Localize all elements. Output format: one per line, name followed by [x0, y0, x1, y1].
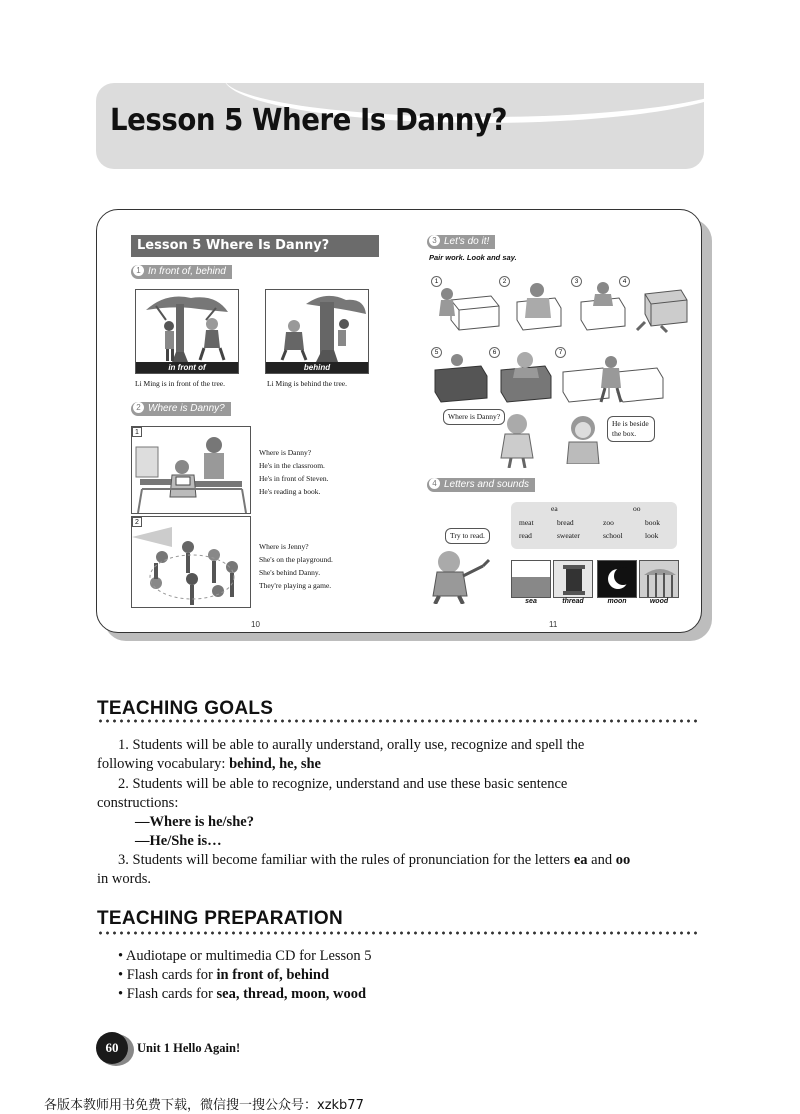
- picture-in-front-of: [135, 289, 239, 374]
- pair-work-instruction: Pair work. Look and say.: [429, 253, 517, 262]
- goal3-prefix: 3. Students will become familiar with the rules of pronunciation for the letters: [118, 852, 574, 868]
- box-number: 5: [431, 347, 442, 358]
- box-number: 3: [571, 276, 582, 287]
- right-page-number: 11: [549, 620, 558, 629]
- goal2-line1: 2. Students will be able to recognize, understand and use these basic sentence: [118, 776, 568, 792]
- section4-number: 4: [429, 478, 440, 489]
- section3-text: Let's do it!: [444, 236, 490, 247]
- ls-word: zoo: [603, 518, 614, 527]
- section1-number: 1: [133, 265, 144, 276]
- goal3-line1: [118, 851, 630, 870]
- thread-spool-icon: [554, 561, 594, 599]
- ls-picture-word: sea: [525, 598, 537, 605]
- letters-sounds-table: [511, 502, 677, 549]
- scene1-classroom: [131, 426, 251, 514]
- scene1-line: He's in front of Steven.: [259, 474, 329, 483]
- left-page-number: 10: [251, 620, 260, 629]
- scene2-line: Where is Jenny?: [259, 542, 309, 551]
- box-number: 2: [499, 276, 510, 287]
- page-title: Lesson 5 Where Is Danny?: [110, 103, 508, 138]
- scene2-line: They're playing a game.: [259, 581, 332, 590]
- ls-picture-word: thread: [562, 598, 584, 605]
- prep-item-1: • Audiotape or multimedia CD for Lesson 5: [118, 948, 372, 964]
- wood-picture: [639, 560, 679, 598]
- boy-figure: [561, 410, 605, 464]
- picture-behind: [265, 289, 369, 374]
- ls-word: book: [645, 518, 660, 527]
- section1-text: In front of, behind: [148, 266, 226, 277]
- page-number-badge: 60: [96, 1032, 128, 1064]
- prep-item-2: [118, 966, 329, 985]
- goal3-line2: in words.: [97, 871, 151, 887]
- scene2-number: 2: [132, 517, 142, 527]
- moon-icon: [598, 561, 638, 599]
- box-number: 1: [431, 276, 442, 287]
- answer-bubble: He is beside the box.: [607, 416, 655, 442]
- scene1-number: 1: [132, 427, 142, 437]
- construction2: —He/She is…: [135, 833, 222, 849]
- girl-figure: [497, 410, 537, 468]
- goal1-vocab: behind, he, she: [229, 756, 321, 772]
- textbook-spread: [96, 209, 702, 633]
- dotted-rule: [97, 719, 700, 723]
- dinosaur-figure: [427, 548, 497, 604]
- tree-illustration-1: [136, 290, 240, 364]
- moon-picture: [597, 560, 637, 598]
- ls-picture-word: wood: [649, 598, 669, 605]
- box-number: 6: [489, 347, 500, 358]
- goal1-prefix: following vocabulary:: [97, 756, 230, 772]
- section4-label: [427, 478, 535, 492]
- prep-item-3-bold: sea, thread, moon, wood: [216, 986, 367, 1002]
- dotted-rule: [97, 931, 700, 935]
- ls-word: look: [645, 531, 659, 540]
- section4-text: Letters and sounds: [444, 479, 530, 490]
- ls-word: bread: [557, 518, 574, 527]
- box-number: 4: [619, 276, 630, 287]
- section1-label: [131, 265, 232, 279]
- prep-item-2-bold: in front of, behind: [216, 967, 330, 983]
- scene2-line: She's on the playground.: [259, 555, 333, 564]
- pic2-caption: Li Ming is behind the tree.: [267, 379, 347, 388]
- scene1-line: He's reading a book.: [259, 487, 321, 496]
- box-number: 7: [555, 347, 566, 358]
- spread-left-heading: Lesson 5 Where Is Danny?: [131, 235, 379, 257]
- section2-label: [131, 402, 231, 416]
- scene2-text: [259, 540, 333, 592]
- construction1: —Where is he/she?: [135, 814, 254, 830]
- prep-item-2-prefix: • Flash cards for: [118, 967, 217, 983]
- boxes-row-1: [431, 272, 691, 334]
- classroom-illustration: [132, 427, 252, 515]
- question-bubble: Where is Danny?: [443, 409, 505, 425]
- scene2-line: She's behind Danny.: [259, 568, 321, 577]
- unit-label: Unit 1 Hello Again!: [137, 1041, 241, 1055]
- pic1-caption: Li Ming is in front of the tree.: [135, 379, 225, 388]
- ls-header-ea: ea: [551, 504, 558, 513]
- pic2-bar: behind: [266, 362, 368, 373]
- playground-illustration: [132, 517, 252, 609]
- trees-icon: [640, 561, 680, 599]
- goal3-oo: oo: [615, 852, 631, 868]
- try-to-read-bubble: Try to read.: [445, 528, 490, 544]
- ls-picture-word: moon: [607, 598, 627, 605]
- tree-illustration-2: [266, 290, 370, 364]
- ls-word: school: [603, 531, 623, 540]
- scene1-text: [259, 446, 328, 498]
- ls-header-oo: oo: [633, 504, 641, 513]
- goal1-line2: [97, 755, 321, 774]
- teaching-goals-heading: TEACHING GOALS: [97, 698, 274, 719]
- scene2-playground: [131, 516, 251, 608]
- ls-word: sweater: [557, 531, 580, 540]
- scene1-line: He's in the classroom.: [259, 461, 325, 470]
- pic1-bar: in front of: [136, 362, 238, 373]
- watermark-text: 各版本教师用书免费下载，微信搜一搜公众号：xzkb77: [44, 1098, 364, 1113]
- goal3-and: and: [587, 852, 616, 868]
- section2-text: Where is Danny?: [148, 403, 225, 414]
- goal1-line1: 1. Students will be able to aurally understand, orally use, recognize and spell the: [118, 737, 585, 753]
- ls-word: read: [519, 531, 532, 540]
- goal3-ea: ea: [573, 852, 588, 868]
- prep-item-3: [118, 985, 366, 1004]
- sea-picture: [511, 560, 551, 598]
- teaching-preparation-heading: TEACHING PREPARATION: [97, 908, 343, 929]
- section2-number: 2: [133, 402, 144, 413]
- section3-number: 3: [429, 235, 440, 246]
- section3-label: [427, 235, 495, 249]
- thread-picture: [553, 560, 593, 598]
- ls-word: meat: [519, 518, 534, 527]
- scene1-line: Where is Danny?: [259, 448, 312, 457]
- prep-item-3-prefix: • Flash cards for: [118, 986, 217, 1002]
- goal2-line2: constructions:: [97, 795, 179, 811]
